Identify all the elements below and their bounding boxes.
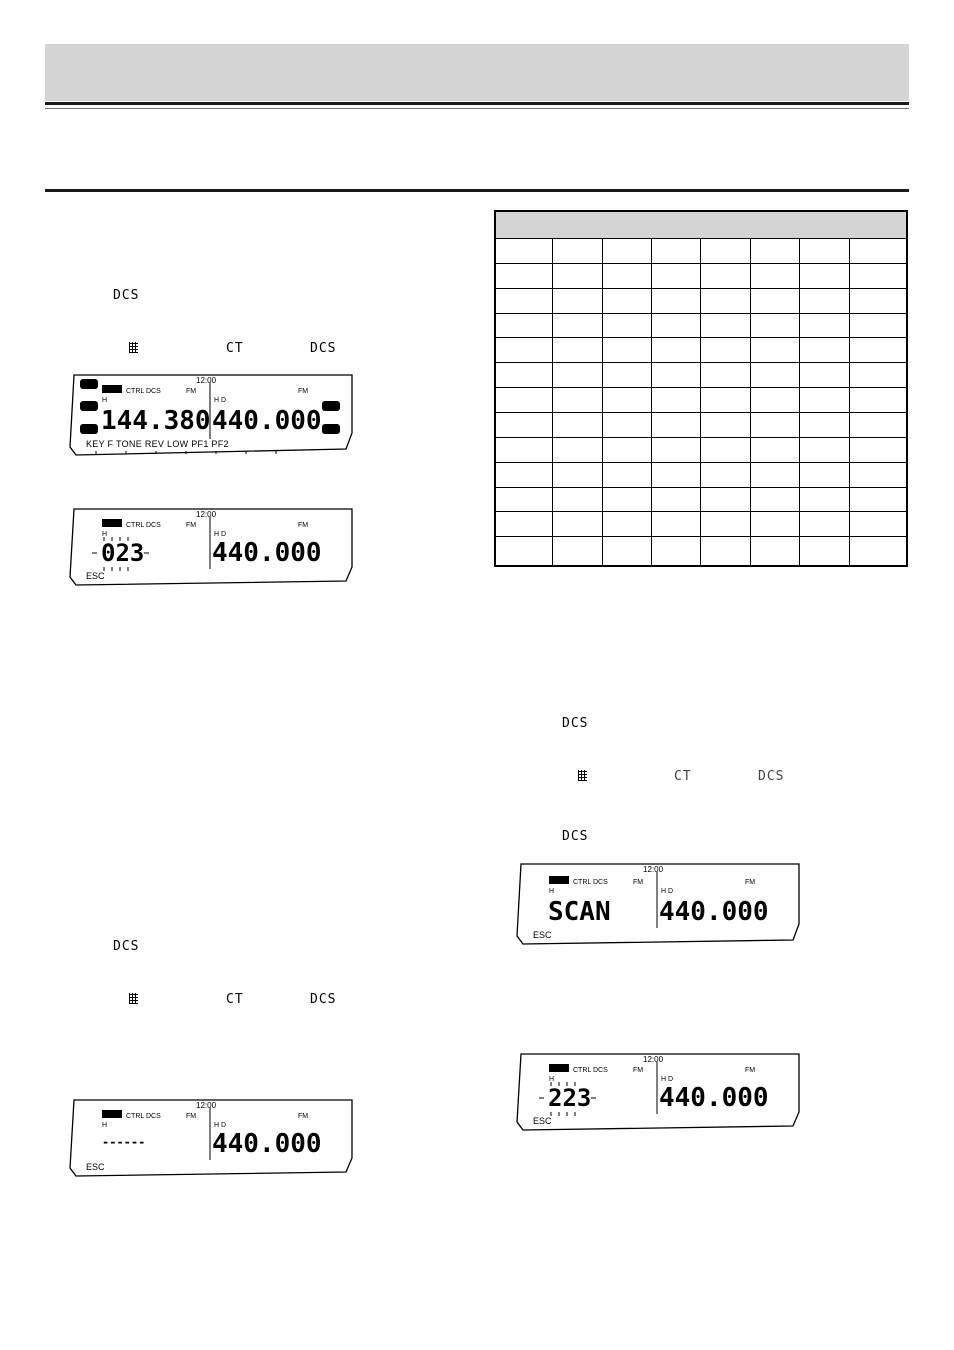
power-h: H <box>549 1076 555 1083</box>
table-cell <box>849 413 907 438</box>
power-hd: H D <box>214 1122 227 1129</box>
mode-right: FM <box>298 522 309 529</box>
table-cell <box>553 462 602 487</box>
table-cell <box>602 487 651 512</box>
table-cell <box>750 338 799 363</box>
table-row <box>495 487 907 512</box>
table-cell <box>652 239 701 264</box>
ptt-icon <box>102 385 122 393</box>
table-cell <box>495 512 553 537</box>
table-cell <box>849 537 907 566</box>
table-cell <box>652 487 701 512</box>
table-cell <box>553 512 602 537</box>
mode-left: FM <box>186 522 197 529</box>
table-cell <box>553 537 602 566</box>
table-cell <box>495 338 553 363</box>
table-cell <box>849 487 907 512</box>
section-rule <box>45 189 909 192</box>
ct-key-icon: CT <box>226 341 244 356</box>
table-header <box>495 211 907 239</box>
mode-right: FM <box>298 388 309 395</box>
mode-left: FM <box>186 388 197 395</box>
table-cell <box>701 512 750 537</box>
table-cell <box>652 413 701 438</box>
function-grid-icon <box>129 993 138 1004</box>
table-row <box>495 239 907 264</box>
table-cell <box>849 338 907 363</box>
table-cell <box>800 512 849 537</box>
table-cell <box>800 288 849 313</box>
table-cell <box>849 512 907 537</box>
table-cell <box>750 388 799 413</box>
table-cell <box>553 288 602 313</box>
table-cell <box>553 487 602 512</box>
table-cell <box>495 462 553 487</box>
dcs-key-icon: DCS <box>758 769 785 784</box>
esc-label: ESC <box>533 930 552 940</box>
lcd-display-main <box>66 371 356 464</box>
frequency-right: 440.000 <box>659 897 769 927</box>
table-cell <box>602 437 651 462</box>
mode-right: FM <box>298 1113 309 1120</box>
table-cell <box>553 338 602 363</box>
table-cell <box>602 313 651 338</box>
dcs-key-icon: DCS <box>562 716 589 731</box>
table-cell <box>800 413 849 438</box>
table-cell <box>800 338 849 363</box>
table-cell <box>652 512 701 537</box>
table-cell <box>800 462 849 487</box>
table-cell <box>602 512 651 537</box>
function-grid-icon <box>129 342 138 353</box>
table-row <box>495 388 907 413</box>
frequency-right: 440.000 <box>212 538 322 568</box>
table-cell <box>652 263 701 288</box>
dcs-key-icon: DCS <box>310 341 337 356</box>
indicator-text: CTRL DCS <box>573 879 608 886</box>
table-cell <box>652 288 701 313</box>
dcs-key-icon: DCS <box>113 288 140 303</box>
header-rule <box>45 102 909 105</box>
table-cell <box>652 388 701 413</box>
header-rule-thin <box>45 108 909 109</box>
table-cell <box>849 437 907 462</box>
dcs-key-icon: DCS <box>562 829 589 844</box>
table-cell <box>701 263 750 288</box>
power-hd: H D <box>661 1076 674 1083</box>
table-cell <box>602 413 651 438</box>
ptt-icon <box>102 1110 122 1118</box>
table-cell <box>701 537 750 566</box>
table-cell <box>750 363 799 388</box>
power-hd: H D <box>214 531 227 538</box>
table-cell <box>750 239 799 264</box>
power-h: H <box>102 397 108 404</box>
ct-key-icon: CT <box>226 992 244 1007</box>
clock-readout: 12:00 <box>643 1055 664 1064</box>
lcd-display-dcs-blank <box>66 1096 356 1186</box>
table-cell <box>701 413 750 438</box>
table-cell <box>495 263 553 288</box>
lcd-display-dcs-code <box>66 505 356 595</box>
table-cell <box>701 388 750 413</box>
power-h: H <box>102 531 108 538</box>
mode-left: FM <box>633 1067 644 1074</box>
dcs-key-icon: DCS <box>310 992 337 1007</box>
table-cell <box>750 512 799 537</box>
dcs-key-icon: DCS <box>113 939 140 954</box>
table-cell <box>750 413 799 438</box>
table-row <box>495 413 907 438</box>
table-cell <box>750 313 799 338</box>
table-cell <box>652 313 701 338</box>
table-row <box>495 462 907 487</box>
table-cell <box>652 338 701 363</box>
mode-left: FM <box>633 879 644 886</box>
table-cell <box>800 537 849 566</box>
table-cell <box>701 363 750 388</box>
esc-label: ESC <box>86 571 105 581</box>
table-row <box>495 263 907 288</box>
table-cell <box>495 487 553 512</box>
indicator-text: CTRL DCS <box>573 1067 608 1074</box>
section-header-band <box>45 44 909 101</box>
table-cell <box>652 437 701 462</box>
dcs-code-value: 023 <box>101 539 145 567</box>
table-cell <box>849 363 907 388</box>
ptt-icon <box>102 519 122 527</box>
table-cell <box>652 363 701 388</box>
table-cell <box>701 313 750 338</box>
table-cell <box>495 537 553 566</box>
table-cell <box>701 338 750 363</box>
mode-right: FM <box>745 879 756 886</box>
table-row <box>495 313 907 338</box>
table-cell <box>750 462 799 487</box>
table-cell <box>800 487 849 512</box>
table-cell <box>495 413 553 438</box>
table-cell <box>553 363 602 388</box>
clock-readout: 12:00 <box>196 1101 217 1110</box>
table-cell <box>849 462 907 487</box>
table-cell <box>849 388 907 413</box>
ct-key-icon: CT <box>674 769 692 784</box>
table-cell <box>800 437 849 462</box>
table-cell <box>602 537 651 566</box>
function-grid-icon <box>578 770 587 781</box>
esc-label: ESC <box>533 1116 552 1126</box>
frequency-right: 440.000 <box>212 1129 322 1159</box>
table-cell <box>701 437 750 462</box>
table-cell <box>800 239 849 264</box>
ptt-icon <box>549 1064 569 1072</box>
table-cell <box>553 437 602 462</box>
table-row <box>495 288 907 313</box>
table-cell <box>553 313 602 338</box>
table-cell <box>800 313 849 338</box>
esc-label: ESC <box>86 1162 105 1172</box>
table-cell <box>495 437 553 462</box>
indicator-text: CTRL DCS <box>126 522 161 529</box>
table-row <box>495 512 907 537</box>
mode-right: FM <box>745 1067 756 1074</box>
softkey-row: KEY F TONE REV LOW PF1 PF2 <box>86 439 229 449</box>
table-cell <box>750 288 799 313</box>
indicator-text: CTRL DCS <box>126 388 161 395</box>
dcs-code-empty: ------ <box>102 1135 146 1149</box>
table-cell <box>849 263 907 288</box>
table-row <box>495 537 907 566</box>
table-cell <box>800 363 849 388</box>
table-row <box>495 338 907 363</box>
table-cell <box>849 313 907 338</box>
table-cell <box>602 363 651 388</box>
table-cell <box>652 462 701 487</box>
table-cell <box>750 537 799 566</box>
table-cell <box>750 487 799 512</box>
table-cell <box>602 263 651 288</box>
table-cell <box>750 263 799 288</box>
frequency-right: 440.000 <box>659 1083 769 1113</box>
clock-readout: 12:00 <box>196 376 217 385</box>
clock-readout: 12:00 <box>643 865 664 874</box>
power-hd: H D <box>214 397 227 404</box>
table-cell <box>602 288 651 313</box>
table-cell <box>849 239 907 264</box>
table-cell <box>701 239 750 264</box>
table-cell <box>495 313 553 338</box>
table-cell <box>602 239 651 264</box>
frequency-left: 144.380 <box>101 406 211 436</box>
lcd-display-scan <box>513 860 803 953</box>
table-cell <box>495 239 553 264</box>
dcs-code-table <box>494 210 908 567</box>
clock-readout: 12:00 <box>196 510 217 519</box>
table-cell <box>849 288 907 313</box>
table-cell <box>701 487 750 512</box>
table-cell <box>800 388 849 413</box>
power-hd: H D <box>661 888 674 895</box>
indicator-text: CTRL DCS <box>126 1113 161 1120</box>
table-cell <box>701 462 750 487</box>
table-cell <box>750 437 799 462</box>
table-cell <box>553 388 602 413</box>
table-cell <box>495 288 553 313</box>
frequency-right: 440.000 <box>212 406 322 436</box>
table-cell <box>495 363 553 388</box>
table-row <box>495 437 907 462</box>
dcs-code-value: 223 <box>548 1084 592 1112</box>
lcd-display-dcs-found <box>513 1050 803 1140</box>
table-cell <box>652 537 701 566</box>
table-cell <box>800 263 849 288</box>
mode-left: FM <box>186 1113 197 1120</box>
table-cell <box>553 413 602 438</box>
table-row <box>495 363 907 388</box>
table-cell <box>602 388 651 413</box>
power-h: H <box>102 1122 108 1129</box>
table-cell <box>701 288 750 313</box>
power-h: H <box>549 888 555 895</box>
table-cell <box>553 263 602 288</box>
ptt-icon <box>549 876 569 884</box>
table-cell <box>602 462 651 487</box>
table-cell <box>495 388 553 413</box>
table-cell <box>553 239 602 264</box>
table-cell <box>602 338 651 363</box>
scan-label: SCAN <box>548 897 611 927</box>
